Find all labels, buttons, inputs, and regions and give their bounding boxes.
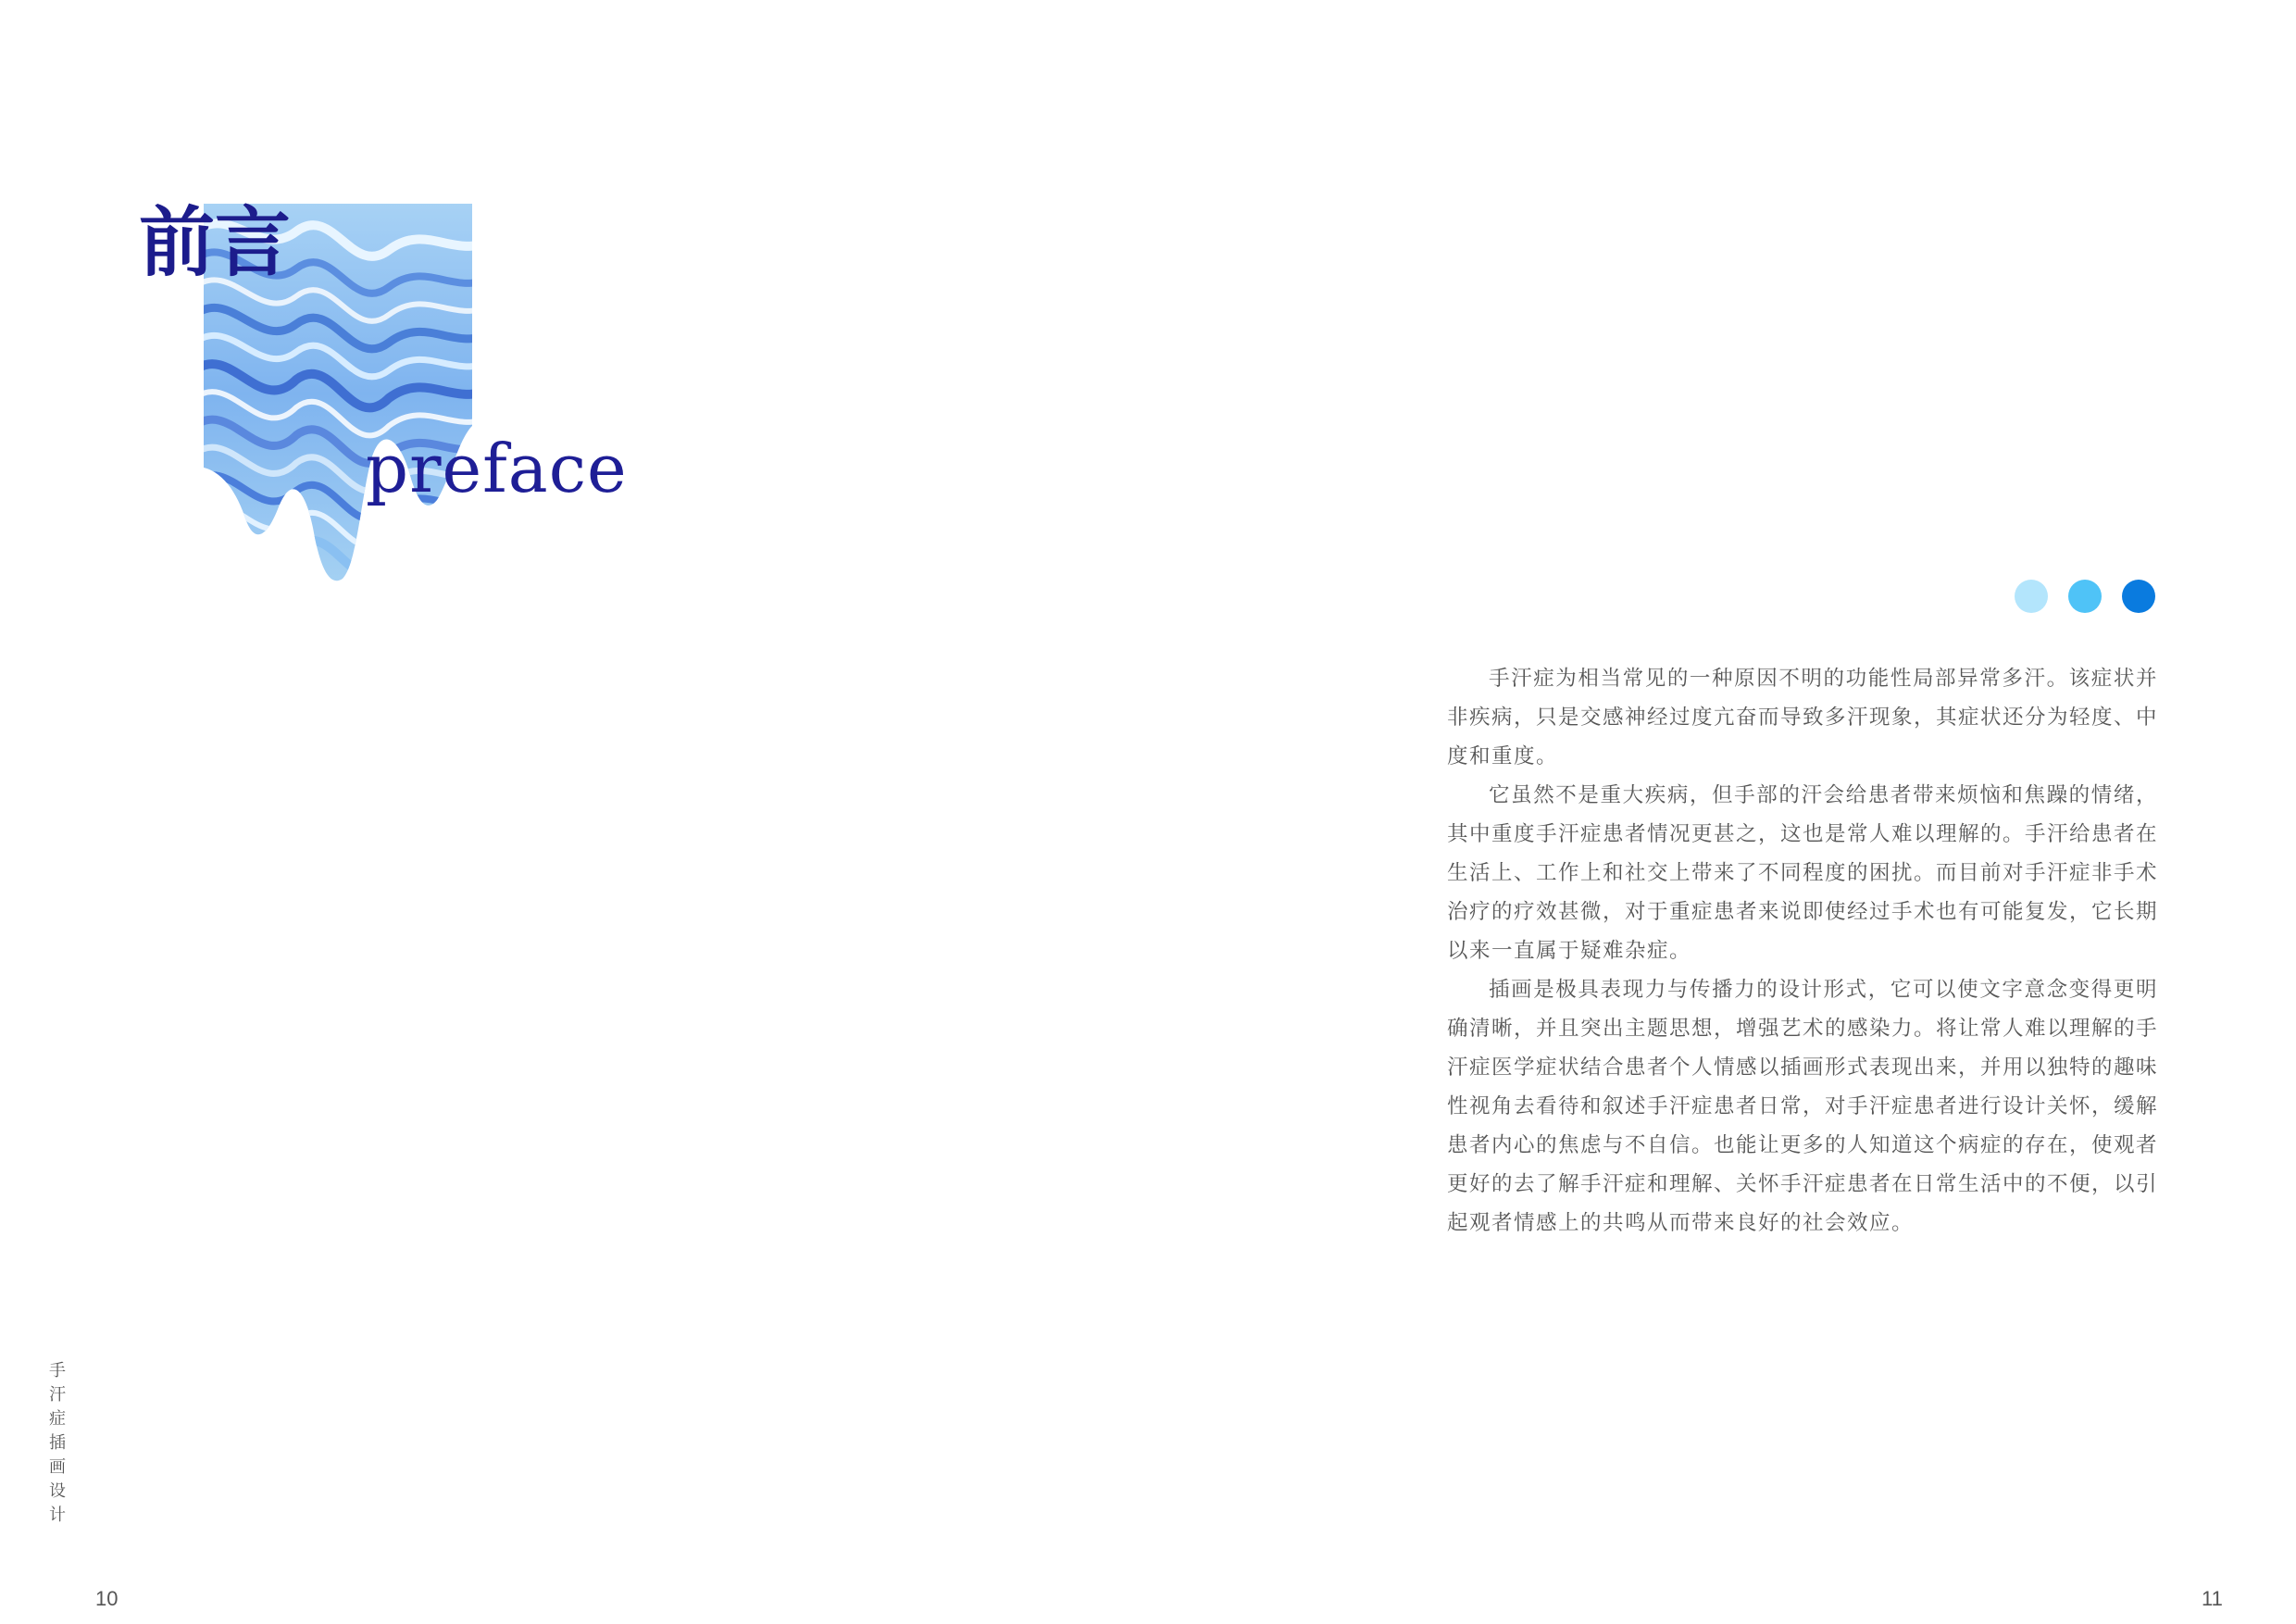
dot-light-icon — [2015, 580, 2048, 613]
preface-body — [1447, 659, 2158, 1243]
paragraph: 它虽然不是重大疾病，但手部的汗会给患者带来烦恼和焦躁的情绪，其中重度手汗症患者情况更甚之，这也是常人难以理解的。手汗给患者在生活上、工作上和社交上带来了不同程度的困扰。而目前对手汗症非手术治疗的疗效甚微，对于重症患者来说即使经过手术也有可能复发，它长期以来一直属于疑难杂症。 — [1447, 783, 2159, 963]
page-title: 前言 — [139, 199, 292, 287]
page-number-right: 11 — [2202, 1587, 2223, 1610]
spine-title: 手汗症插画设计 — [46, 1361, 66, 1530]
paragraph: 插画是极具表现力与传播力的设计形式，它可以使文字意念变得更明确清晰，并且突出主题思想，增强艺术的感染力。将让常人难以理解的手汗症医学症状结合患者个人情感以插画形式表现出来，并用以独特的趣味性视角去看待和叙述手汗症患者日常，对手汗症患者进行设计关怀，缓解患者内心的焦虑与不自信。也能让更多的人知道这个病症的存在，使观者更好的去了解手汗症和理解、关怀手汗症患者在日常生活中的不便，以引起观者情感上的共鸣从而带来良好的社会效应。 — [1447, 978, 2159, 1235]
dot-medium-icon — [2068, 580, 2102, 613]
paragraph: 手汗症为相当常见的一种原因不明的功能性局部异常多汗。该症状并非疾病，只是交感神经过度亢奋而导致多汗现象，其症状还分为轻度、中度和重度。 — [1447, 667, 2159, 768]
dot-dark-icon — [2122, 580, 2155, 613]
page-subtitle: preface — [366, 430, 628, 507]
page-number-left: 10 — [95, 1587, 119, 1610]
decorative-dots — [2015, 580, 2155, 613]
